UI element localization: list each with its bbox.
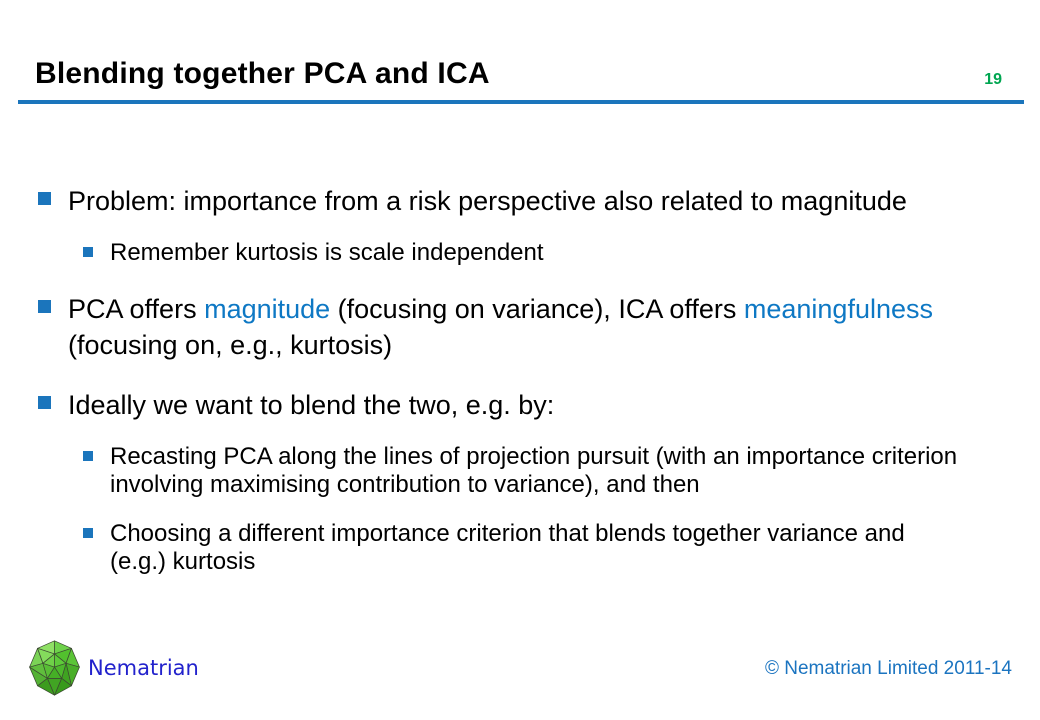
bullet-text [68, 291, 968, 363]
sub-bullet-item [0, 239, 1040, 267]
sub-bullet-text: Remember kurtosis is scale independent [110, 239, 544, 266]
bullet-square-icon [38, 192, 51, 205]
copyright-text: © Nematrian Limited 2011-14 [764, 658, 1012, 679]
bullet-text-run: (focusing on variance), ICA offers [330, 294, 744, 324]
page-title: Blending together PCA and ICA [35, 57, 490, 90]
bullet-item [0, 183, 1040, 219]
bullet-text: Ideally we want to blend the two, e.g. by: [68, 390, 555, 420]
nematrian-polyhedron-logo-icon [26, 638, 83, 698]
bullet-square-icon [38, 300, 51, 313]
highlighted-term: meaningfulness [743, 294, 933, 324]
bullet-item [0, 291, 1040, 363]
sub-bullet-text: Recasting PCA along the lines of projection pursuit (with an importance criterion involving maximising contribution to variance), and then [110, 443, 958, 498]
bullet-square-icon [83, 247, 93, 257]
bullet-item [0, 387, 1040, 423]
sub-bullet-item [0, 443, 1040, 499]
bullet-text-run: PCA offers [68, 294, 205, 324]
brand-name: Nematrian [88, 656, 199, 680]
bullet-square-icon [38, 396, 51, 409]
bullet-text-run: (focusing on, e.g., kurtosis) [68, 330, 393, 360]
sub-bullet-text: Choosing a different importance criterion that blends together variance and (e.g.) kurtosis [110, 520, 905, 575]
slide-number: 19 [984, 71, 1002, 88]
bullet-square-icon [83, 528, 93, 538]
bullet-text: Problem: importance from a risk perspective also related to magnitude [68, 186, 907, 216]
bullet-square-icon [83, 451, 93, 461]
title-divider-rule [18, 100, 1024, 104]
highlighted-term: magnitude [204, 294, 331, 324]
footer-brand-block [26, 637, 199, 699]
slide-body [0, 160, 1040, 576]
sub-bullet-item [0, 520, 1040, 576]
